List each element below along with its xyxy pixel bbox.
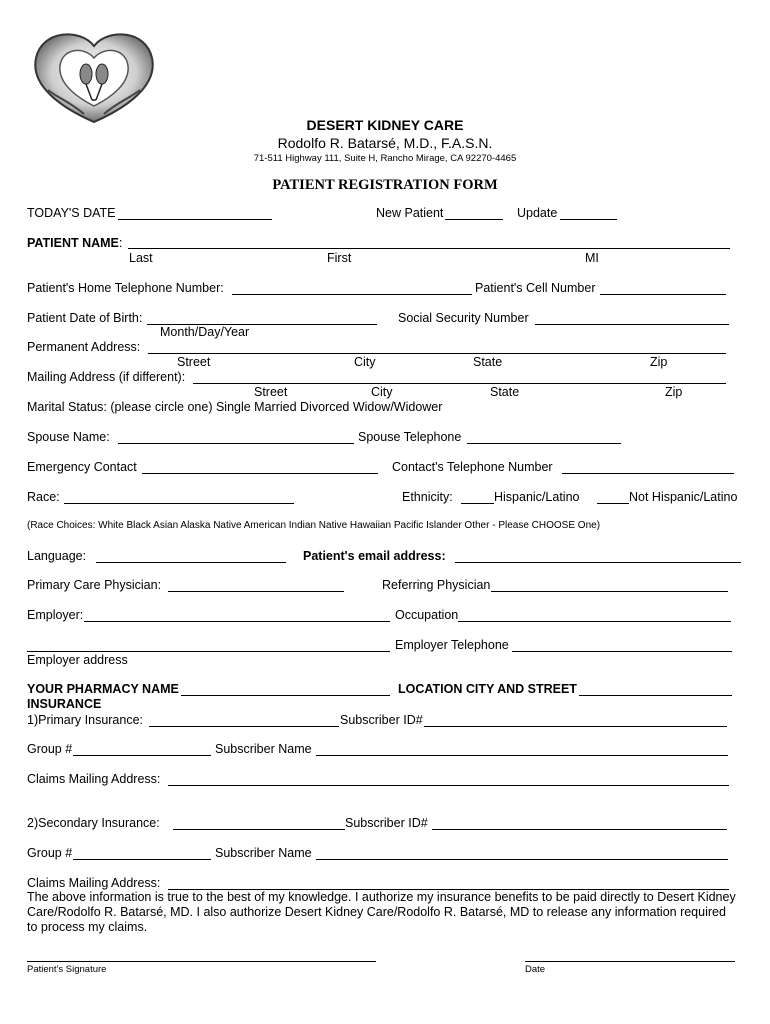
language-label: Language: [27,549,87,563]
primary-subscriber-name-label: Subscriber Name [215,742,312,756]
perm-state-caption: State [473,355,503,369]
contact-phone-field[interactable] [562,473,734,474]
new-patient-label: New Patient [376,206,444,220]
email-label: Patient's email address: [303,549,446,563]
mailing-address-label: Mailing Address (if different): [27,370,186,384]
emergency-contact-label: Emergency Contact [27,460,137,474]
ssn-label: Social Security Number [398,311,529,325]
todays-date-field[interactable] [118,219,272,220]
referring-label: Referring Physician [382,578,491,592]
referring-field[interactable] [491,591,728,592]
primary-subscriber-id-field[interactable] [424,726,727,727]
new-patient-field[interactable] [445,219,503,220]
spouse-name-field[interactable] [118,443,354,444]
clinic-address: 71-511 Highway 111, Suite H, Rancho Mirage, CA 92270-4465 [253,153,517,164]
secondary-insurance-field[interactable] [173,829,345,830]
perm-street-caption: Street [177,355,211,369]
marital-status[interactable]: Marital Status: (please circle one) Single Married Divorced Widow/Widower [27,400,443,414]
authorization-line-3: to process my claims. [27,920,148,934]
signature-caption: Patient's Signature [27,964,107,975]
mailing-address-field[interactable] [193,383,726,384]
primary-group-label: Group # [27,742,73,756]
secondary-subscriber-name-field[interactable] [316,859,728,860]
patient-name-field[interactable] [128,248,730,249]
spouse-name-label: Spouse Name: [27,430,110,444]
signature-field[interactable] [27,961,376,962]
secondary-insurance-label: 2)Secondary Insurance: [27,816,160,830]
dob-format-caption: Month/Day/Year [160,325,250,339]
employer-address-field[interactable] [27,651,390,652]
hispanic-check-field[interactable] [461,503,494,504]
secondary-group-label: Group # [27,846,73,860]
patient-name-label: PATIENT NAME: [27,236,123,250]
authorization-line-2: Care/Rodolfo R. Batarsé, MD. I also authorize Desert Kidney Care/Rodolfo R. Batarsé, MD to release any information required [27,905,726,919]
permanent-address-label: Permanent Address: [27,340,141,354]
pcp-field[interactable] [168,591,344,592]
mail-zip-caption: Zip [665,385,683,399]
employer-address-label: Employer address [27,653,128,667]
location-label: LOCATION CITY AND STREET [398,682,577,696]
date-field[interactable] [525,961,735,962]
race-label: Race: [27,490,60,504]
mail-state-caption: State [490,385,520,399]
permanent-address-field[interactable] [148,353,726,354]
primary-insurance-field[interactable] [149,726,339,727]
spouse-phone-field[interactable] [467,443,621,444]
mi-caption: MI [585,251,599,265]
cell-phone-label: Patient's Cell Number [475,281,596,295]
secondary-subscriber-id-label: Subscriber ID# [345,816,428,830]
language-field[interactable] [96,562,286,563]
not-hispanic-label: Not Hispanic/Latino [629,490,738,504]
race-field[interactable] [64,503,294,504]
employer-label: Employer: [27,608,84,622]
email-field[interactable] [455,562,741,563]
occupation-field[interactable] [458,621,731,622]
hispanic-label: Hispanic/Latino [494,490,580,504]
perm-city-caption: City [354,355,376,369]
primary-group-field[interactable] [73,755,211,756]
spouse-phone-label: Spouse Telephone [358,430,462,444]
doctor-name: Rodolfo R. Batarsé, M.D., F.A.S.N. [277,135,493,151]
primary-insurance-label: 1)Primary Insurance: [27,713,144,727]
primary-claims-label: Claims Mailing Address: [27,772,161,786]
employer-field[interactable] [84,621,390,622]
secondary-subscriber-id-field[interactable] [432,829,727,830]
race-choices-note: (Race Choices: White Black Asian Alaska Native American Indian Native Hawaiian Pacific Islander Other - Please CHOOSE One) [27,520,601,531]
mail-street-caption: Street [254,385,288,399]
employer-phone-label: Employer Telephone [395,638,509,652]
dob-label: Patient Date of Birth: [27,311,143,325]
form-title: PATIENT REGISTRATION FORM [272,177,498,193]
primary-subscriber-id-label: Subscriber ID# [340,713,423,727]
secondary-group-field[interactable] [73,859,211,860]
home-phone-label: Patient's Home Telephone Number: [27,281,224,295]
primary-claims-field[interactable] [168,785,729,786]
ssn-field[interactable] [535,324,729,325]
occupation-label: Occupation [395,608,459,622]
update-label: Update [517,206,558,220]
location-field[interactable] [579,695,732,696]
secondary-claims-label: Claims Mailing Address: [27,876,161,890]
todays-date-label: TODAY'S DATE [27,206,116,220]
date-caption: Date [525,964,546,975]
not-hispanic-check-field[interactable] [597,503,629,504]
last-name-caption: Last [129,251,153,265]
clinic-logo [28,28,160,127]
mail-city-caption: City [371,385,393,399]
home-phone-field[interactable] [232,294,472,295]
pharmacy-label: YOUR PHARMACY NAME [27,682,179,696]
update-field[interactable] [560,219,617,220]
employer-phone-field[interactable] [512,651,732,652]
authorization-line-1: The above information is true to the best of my knowledge. I authorize my insurance benefits to be paid directly to Desert Kidney [27,890,736,904]
cell-phone-field[interactable] [600,294,726,295]
perm-zip-caption: Zip [650,355,668,369]
primary-subscriber-name-field[interactable] [316,755,728,756]
emergency-contact-field[interactable] [142,473,378,474]
ethnicity-label: Ethnicity: [402,490,453,504]
first-name-caption: First [327,251,352,265]
insurance-heading: INSURANCE [27,697,102,711]
pcp-label: Primary Care Physician: [27,578,162,592]
contact-phone-label: Contact's Telephone Number [392,460,553,474]
pharmacy-field[interactable] [181,695,390,696]
clinic-name: DESERT KIDNEY CARE [306,117,464,133]
secondary-subscriber-name-label: Subscriber Name [215,846,312,860]
